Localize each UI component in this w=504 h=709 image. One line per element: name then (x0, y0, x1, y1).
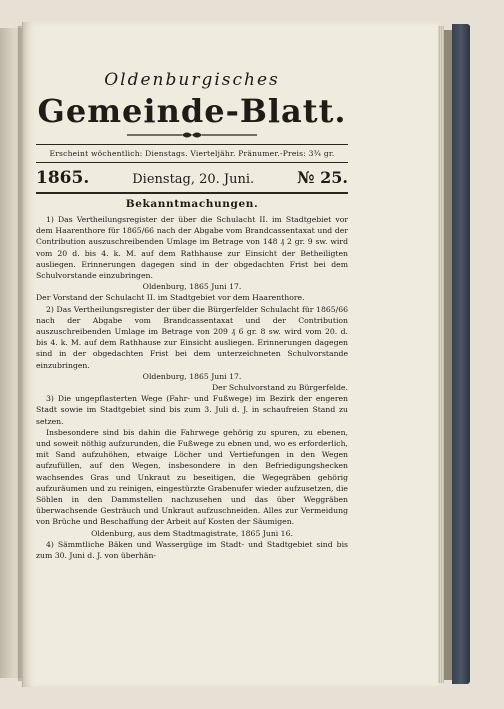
rule-top (36, 144, 348, 145)
rule-dateline (36, 192, 348, 194)
page-content (36, 70, 348, 561)
notice-2-place-date: Oldenburg, 1865 Juni 17. (142, 371, 242, 381)
notice-4-text: 4) Sämmtliche Bäken und Wassergüge im Stadt- und Stadtgebiet sind bis zum 30. Juni d. J. von überhän- (36, 539, 348, 561)
book-cover-edge (452, 24, 470, 684)
notice-3-text-continued: Insbesondere sind bis dahin die Fahrwege gehörig zu spuren, zu ebenen, und soweit nöthig aufzurunden, die Fußwege zu ebnen und, wo es erforderlich, mit Sand aufzuhöhen, etwaige Löcher und Vertiefungen in den Wegen aufzufüllen, auf den Wegen, insbesondere in den Befriedigungshecken wachsendes Gras und Unkraut zu beseitigen, die Wegegräben gehörig aufzuräumen und zu reinigen, eingestürzte Grabenufer wieder aufzusetzen, die Söhlen in den Dammstellen nachzusehen und das über Weggräben überwachsende Gesträuch und Unkraut aufzuschneiden. Alles zur Vermeidung von Brüche und Beschaffung der Arbeit auf Kosten der Säumigen. (36, 427, 348, 527)
masthead-title: Gemeinde-Blatt. (37, 92, 347, 130)
notice-2-text: 2) Das Vertheilungsregister der über die Bürgerfelder Schulacht für 1865/66 nach der Abgabe vom Brandcassentaxat und der Contribution auszuschreibenden Umlage im Betrage von 209 ₰ 6 gr. 8 sw. wird vom 20. d. bis 4. k. M. auf dem Rathhause zur Einsicht ausliegen. Erinnerungen dagegen sind in der obgedachten Frist bei dem unterzeichneten Schulvorstande einzubringen. (36, 304, 348, 370)
ornament-icon (127, 130, 257, 140)
notice-3-text: 3) Die ungepflasterten Wege (Fahr- und Fußwege) im Bezirk der engeren Stadt sowie im Stadtgebiet sind bis zum 3. Juli d. J. in schaufreien Stand zu setzen. (36, 394, 348, 426)
section-title: Bekanntmachungen. (125, 198, 259, 210)
notice-2-signature: Der Schulvorstand zu Bürgerfelde. (212, 383, 348, 393)
masthead-subtitle: Oldenburgisches (104, 70, 280, 90)
publication-info: Erscheint wöchentlich: Dienstags. Vierteljähr. Pränumer.-Preis: 3¾ gr. (49, 149, 335, 158)
issue-dateline (36, 168, 348, 188)
issue-year: 1865. (36, 168, 90, 188)
issue-number: № 25. (297, 168, 348, 187)
issue-date: Dienstag, 20. Juni. (132, 172, 255, 187)
notice-1-text: 1) Das Vertheilungsregister der über die Schulacht II. im Stadtgebiet vor dem Haarenthore für 1865/66 nach der Abgabe vom Brandcassentaxat und der Contribution auszuschreibenden Umlage im Betrage von 148 ₰ 2 gr. 9 sw. wird vom 20 d. bis 4. k. M. auf dem Rathhause zur Einsicht der Betheiligten ausliegen. Erinnerungen dagegen sind in der obgedachten Frist bei dem Schulvorstande einzubringen. (36, 215, 348, 281)
notice-1-signature: Der Vorstand der Schulacht II. im Stadtgebiet vor dem Haarenthore. (36, 293, 305, 303)
masthead-ornament (36, 130, 348, 140)
notice-3-place-date: Oldenburg, aus dem Stadtmagistrate, 1865 Juni 16. (91, 528, 293, 538)
notices-body (36, 214, 348, 561)
notice-1-place-date: Oldenburg, 1865 Juni 17. (142, 282, 242, 292)
rule-info (36, 162, 348, 163)
